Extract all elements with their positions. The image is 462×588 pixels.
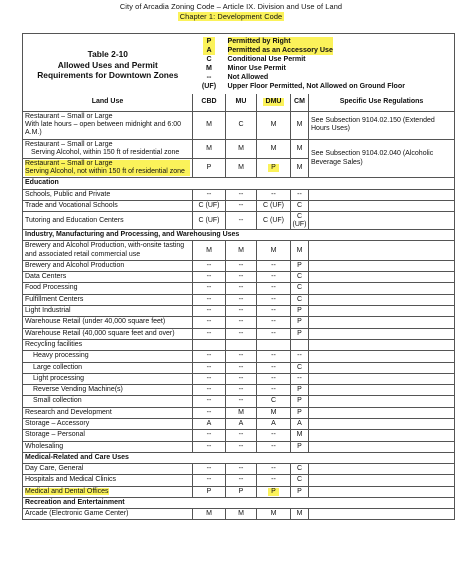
subsection-title: Recycling facilities xyxy=(23,339,193,350)
legend-text: Upper Floor Permitted, Not Allowed on Ground Floor xyxy=(227,81,405,90)
col-regulations: Specific Use Regulations xyxy=(309,94,455,112)
dmu-cell: -- xyxy=(257,362,291,373)
regulation-cell xyxy=(309,294,455,305)
table-row xyxy=(23,407,455,418)
dmu-value-highlight: P xyxy=(268,164,279,172)
cbd-cell: -- xyxy=(193,407,226,418)
chapter-header xyxy=(0,12,462,21)
cm-cell: -- xyxy=(291,351,309,362)
dmu-cell xyxy=(257,486,291,497)
mu-cell: -- xyxy=(226,362,257,373)
dmu-cell: -- xyxy=(257,385,291,396)
mu-cell: -- xyxy=(226,328,257,339)
land-use-cell: Warehouse Retail (40,000 square feet and over) xyxy=(23,328,193,339)
dmu-cell: -- xyxy=(257,317,291,328)
cbd-cell: -- xyxy=(193,260,226,271)
mu-cell: -- xyxy=(226,212,257,230)
cm-cell: C xyxy=(291,475,309,486)
mu-cell: -- xyxy=(226,189,257,200)
table-row xyxy=(23,294,455,305)
mu-cell xyxy=(226,339,257,350)
cm-cell: C xyxy=(291,283,309,294)
cm-cell: C xyxy=(291,200,309,211)
land-use-text: Serving Alcohol, not within 150 ft of residential zone xyxy=(25,168,190,176)
dmu-cell: -- xyxy=(257,475,291,486)
table-row xyxy=(23,418,455,429)
land-use-cell: Hospitals and Medical Clinics xyxy=(23,475,193,486)
land-use-cell: Storage – Accessory xyxy=(23,418,193,429)
regulation-cell xyxy=(309,464,455,475)
regulation-cell: See Subsection 9104.02.040 (Alcoholic Beverage Sales) xyxy=(309,139,455,178)
land-use-cell: Light Industrial xyxy=(23,306,193,317)
table-row xyxy=(23,430,455,441)
cm-cell: C xyxy=(291,272,309,283)
cbd-cell: M xyxy=(193,241,226,260)
table-row xyxy=(23,351,455,362)
cbd-cell: M xyxy=(193,112,226,140)
cbd-cell: M xyxy=(193,139,226,158)
cbd-cell: P xyxy=(193,159,226,178)
cbd-cell: -- xyxy=(193,283,226,294)
land-use-text: Restaurant – Small or Large xyxy=(25,160,190,168)
dmu-cell: -- xyxy=(257,430,291,441)
dmu-cell xyxy=(257,159,291,178)
cbd-cell: A xyxy=(193,418,226,429)
regulation-cell xyxy=(309,260,455,271)
mu-cell: -- xyxy=(226,373,257,384)
land-use-text: and associated retail commercial use xyxy=(25,250,141,258)
chapter-title: Chapter 1: Development Code xyxy=(179,12,283,21)
document-header: City of Arcadia Zoning Code – Article IX. Division and Use of Land xyxy=(119,2,343,11)
land-use-text: A.M.) xyxy=(25,129,42,137)
legend-code: M xyxy=(206,63,212,72)
cm-cell: P xyxy=(291,306,309,317)
mu-cell: -- xyxy=(226,396,257,407)
mu-cell: -- xyxy=(226,200,257,211)
table-row xyxy=(23,509,455,520)
mu-cell: -- xyxy=(226,351,257,362)
regulation-cell xyxy=(309,200,455,211)
regulation-cell xyxy=(309,407,455,418)
cm-cell: P xyxy=(291,385,309,396)
dmu-cell: -- xyxy=(257,464,291,475)
section-title: Education xyxy=(23,178,455,189)
table-row xyxy=(23,200,455,211)
dmu-cell: C xyxy=(257,396,291,407)
cm-cell: P xyxy=(291,486,309,497)
table-title xyxy=(23,34,193,94)
legend-text: Permitted as an Accessory Use xyxy=(227,45,333,54)
dmu-cell: M xyxy=(257,112,291,140)
land-use-cell: Food Processing xyxy=(23,283,193,294)
dmu-cell: -- xyxy=(257,306,291,317)
table-row xyxy=(23,464,455,475)
regulation-cell xyxy=(309,373,455,384)
land-use-text: With late hours – open between midnight and 6:00 xyxy=(25,121,182,129)
cbd-cell: -- xyxy=(193,351,226,362)
dmu-cell: -- xyxy=(257,283,291,294)
regulation-cell xyxy=(309,430,455,441)
regulation-cell xyxy=(309,441,455,452)
land-use-cell: Reverse Vending Machine(s) xyxy=(23,385,193,396)
dmu-cell: A xyxy=(257,418,291,429)
regulation-cell xyxy=(309,328,455,339)
cbd-cell: C (UF) xyxy=(193,200,226,211)
land-use-cell: Tutoring and Education Centers xyxy=(23,212,193,230)
cbd-cell: -- xyxy=(193,294,226,305)
cbd-cell: P xyxy=(193,486,226,497)
cm-cell: C xyxy=(291,362,309,373)
cm-cell: P xyxy=(291,317,309,328)
land-use-cell: Wholesaling xyxy=(23,441,193,452)
cm-cell: A xyxy=(291,418,309,429)
mu-cell: C xyxy=(226,112,257,140)
col-cbd: CBD xyxy=(193,94,226,112)
cm-cell: P xyxy=(291,260,309,271)
legend-code: -- xyxy=(206,72,212,81)
regulation-cell xyxy=(309,306,455,317)
table-row xyxy=(23,306,455,317)
regulation-cell xyxy=(309,212,455,230)
col-dmu-label: DMU xyxy=(263,98,285,106)
table-row xyxy=(23,139,455,158)
land-use-cell xyxy=(23,139,193,158)
legend-text: Conditional Use Permit xyxy=(227,54,306,63)
regulation-cell xyxy=(309,418,455,429)
dmu-cell: C (UF) xyxy=(257,200,291,211)
regulation-cell xyxy=(309,362,455,373)
cbd-cell: -- xyxy=(193,306,226,317)
mu-cell: -- xyxy=(226,317,257,328)
land-use-cell: Large collection xyxy=(23,362,193,373)
legend-code-band xyxy=(203,37,214,55)
dmu-cell: M xyxy=(257,241,291,260)
land-use-cell xyxy=(23,112,193,140)
land-use-text: Restaurant – Small or Large xyxy=(25,113,113,120)
mu-cell: A xyxy=(226,418,257,429)
table-row xyxy=(23,373,455,384)
land-use-cell: Fulfillment Centers xyxy=(23,294,193,305)
cm-cell: C xyxy=(291,464,309,475)
regulation-cell xyxy=(309,317,455,328)
land-use-cell: Warehouse Retail (under 40,000 square feet) xyxy=(23,317,193,328)
col-dmu xyxy=(257,94,291,112)
mu-cell: -- xyxy=(226,283,257,294)
land-use-cell: Heavy processing xyxy=(23,351,193,362)
dmu-cell: -- xyxy=(257,260,291,271)
table-row xyxy=(23,260,455,271)
table-row xyxy=(23,362,455,373)
dmu-value-highlight: P xyxy=(268,488,279,496)
cbd-cell: -- xyxy=(193,430,226,441)
mu-cell: -- xyxy=(226,294,257,305)
mu-cell: -- xyxy=(226,385,257,396)
land-use-cell xyxy=(23,486,193,497)
regulation-cell xyxy=(309,509,455,520)
legend-code: (UF) xyxy=(201,81,217,90)
dmu-cell: -- xyxy=(257,272,291,283)
table-row xyxy=(23,241,455,260)
subsection-row xyxy=(23,339,455,350)
mu-cell: -- xyxy=(226,475,257,486)
allowed-uses-table xyxy=(22,33,455,520)
cm-cell xyxy=(291,339,309,350)
cbd-cell: -- xyxy=(193,385,226,396)
table-row xyxy=(23,317,455,328)
land-use-text: Brewery and Alcohol Production, with-onsite tasting xyxy=(25,242,185,250)
regulation-cell xyxy=(309,396,455,407)
regulation-cell xyxy=(309,486,455,497)
col-mu: MU xyxy=(226,94,257,112)
table-row xyxy=(23,272,455,283)
cm-cell: M xyxy=(291,509,309,520)
land-use-text: Serving Alcohol, within 150 ft of residential zone xyxy=(31,148,180,156)
cbd-cell: -- xyxy=(193,328,226,339)
cm-cell: P xyxy=(291,441,309,452)
table-row xyxy=(23,328,455,339)
regulation-cell xyxy=(309,272,455,283)
mu-cell: -- xyxy=(226,430,257,441)
cbd-cell: C (UF) xyxy=(193,212,226,230)
cbd-cell: -- xyxy=(193,362,226,373)
cm-cell: M xyxy=(291,430,309,441)
mu-cell: M xyxy=(226,509,257,520)
table-row xyxy=(23,212,455,230)
land-use-cell: Storage – Personal xyxy=(23,430,193,441)
legend-codes xyxy=(193,34,226,94)
mu-cell: -- xyxy=(226,272,257,283)
section-row xyxy=(23,230,455,241)
legend-code: C xyxy=(206,54,212,63)
section-title: Industry, Manufacturing and Processing, and Warehousing Uses xyxy=(23,230,455,241)
cm-cell: -- xyxy=(291,373,309,384)
legend-descriptions xyxy=(226,34,455,94)
regulation-cell xyxy=(309,385,455,396)
cbd-cell: -- xyxy=(193,317,226,328)
table-row xyxy=(23,396,455,407)
land-use-cell: Day Care, General xyxy=(23,464,193,475)
mu-cell: M xyxy=(226,139,257,158)
dmu-cell: -- xyxy=(257,294,291,305)
dmu-cell: M xyxy=(257,407,291,418)
regulation-cell xyxy=(309,351,455,362)
cm-cell: M xyxy=(291,112,309,140)
cbd-cell: -- xyxy=(193,475,226,486)
cbd-cell: -- xyxy=(193,189,226,200)
mu-cell: -- xyxy=(226,441,257,452)
cm-cell: P xyxy=(291,396,309,407)
legend-code: P xyxy=(206,37,212,46)
cm-cell: P xyxy=(291,407,309,418)
section-row xyxy=(23,178,455,189)
col-land-use: Land Use xyxy=(23,94,193,112)
mu-cell: -- xyxy=(226,260,257,271)
cbd-cell: M xyxy=(193,509,226,520)
dmu-cell: -- xyxy=(257,189,291,200)
legend-text: Minor Use Permit xyxy=(227,63,286,72)
cm-cell: M xyxy=(291,159,309,178)
dmu-cell xyxy=(257,339,291,350)
section-title: Recreation and Entertainment xyxy=(23,497,455,508)
land-use-cell: Data Centers xyxy=(23,272,193,283)
regulation-cell xyxy=(309,475,455,486)
table-title-line: Requirements for Downtown Zones xyxy=(37,69,179,80)
mu-cell: M xyxy=(226,241,257,260)
mu-cell: M xyxy=(226,407,257,418)
dmu-cell: -- xyxy=(257,373,291,384)
land-use-cell: Light processing xyxy=(23,373,193,384)
dmu-cell: M xyxy=(257,139,291,158)
section-title: Medical-Related and Care Uses xyxy=(23,452,455,463)
table-row xyxy=(23,189,455,200)
table-row xyxy=(23,475,455,486)
mu-cell: M xyxy=(226,159,257,178)
table-number: Table 2-10 xyxy=(87,49,128,60)
table-row xyxy=(23,112,455,140)
dmu-cell: -- xyxy=(257,441,291,452)
land-use-text: Restaurant – Small or Large xyxy=(25,140,113,148)
cbd-cell: -- xyxy=(193,464,226,475)
table-header-block xyxy=(23,34,455,94)
cbd-cell: -- xyxy=(193,272,226,283)
section-row xyxy=(23,452,455,463)
land-use-cell: Research and Development xyxy=(23,407,193,418)
table-row xyxy=(23,385,455,396)
cm-cell: C (UF) xyxy=(292,212,307,228)
mu-cell: -- xyxy=(226,306,257,317)
land-use-cell: Trade and Vocational Schools xyxy=(23,200,193,211)
land-use-cell: Arcade (Electronic Game Center) xyxy=(23,509,193,520)
section-row xyxy=(23,497,455,508)
regulation-cell: See Subsection 9104.02.150 (Extended Hours Uses) xyxy=(309,112,455,140)
land-use-cell: Small collection xyxy=(23,396,193,407)
land-use-cell xyxy=(23,241,193,260)
table-row xyxy=(23,441,455,452)
cm-cell: M xyxy=(291,241,309,260)
cbd-cell xyxy=(193,339,226,350)
cm-cell: C xyxy=(291,294,309,305)
cbd-cell: -- xyxy=(193,373,226,384)
cm-cell: -- xyxy=(291,189,309,200)
legend-text: Not Allowed xyxy=(227,72,269,81)
col-cm: CM xyxy=(291,94,309,112)
legend-text: Permitted by Right xyxy=(227,37,291,46)
column-header-row xyxy=(23,94,455,112)
dmu-cell: -- xyxy=(257,328,291,339)
cbd-cell: -- xyxy=(193,396,226,407)
dmu-cell: -- xyxy=(257,351,291,362)
legend-code: A xyxy=(206,45,212,54)
regulation-cell xyxy=(309,339,455,350)
cbd-cell: -- xyxy=(193,441,226,452)
dmu-cell: M xyxy=(257,509,291,520)
regulation-cell xyxy=(309,283,455,294)
regulation-cell xyxy=(309,241,455,260)
mu-cell: -- xyxy=(226,464,257,475)
dmu-cell: C (UF) xyxy=(257,212,291,230)
cm-cell: P xyxy=(291,328,309,339)
regulation-cell xyxy=(309,189,455,200)
table-title-line: Allowed Uses and Permit xyxy=(57,59,158,70)
mu-cell: P xyxy=(226,486,257,497)
land-use-highlight: Medical and Dental Offices xyxy=(25,487,109,495)
land-use-cell xyxy=(23,159,193,178)
land-use-cell: Schools, Public and Private xyxy=(23,189,193,200)
land-use-cell: Brewery and Alcohol Production xyxy=(23,260,193,271)
table-row xyxy=(23,486,455,497)
table-row xyxy=(23,283,455,294)
cm-cell: M xyxy=(291,139,309,158)
legend-highlight xyxy=(228,37,333,55)
